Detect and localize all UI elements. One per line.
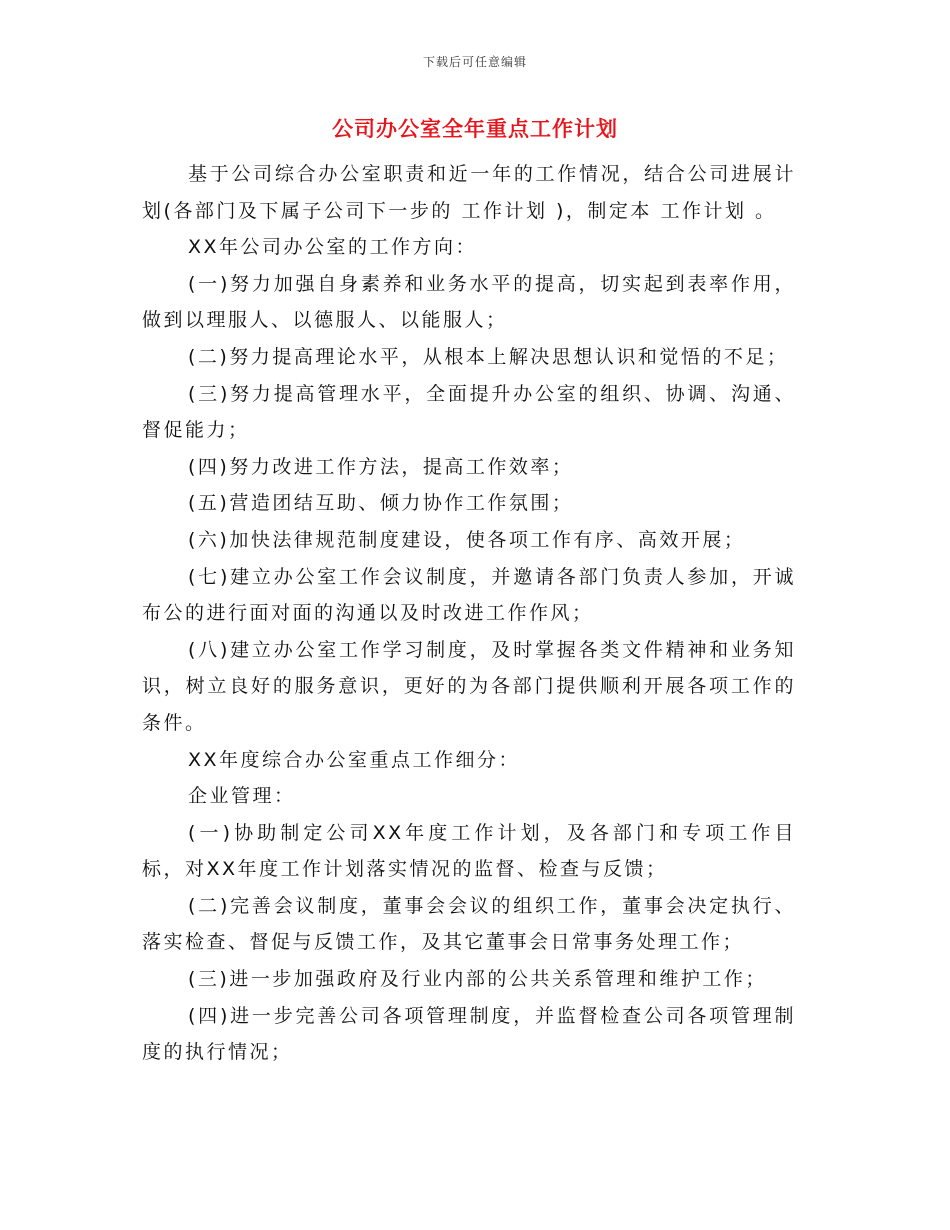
paragraph-item: (七)建立办公室工作会议制度，并邀请各部门负责人参加，开诚布公的进行面对面的沟通以及时改进工作作风； (142, 565, 796, 625)
paragraph-item: (四)进一步完善公司各项管理制度，并监督检查公司各项管理制度的执行情况； (142, 1004, 796, 1064)
paragraph-item: (六)加快法律规范制度建设，使各项工作有序、高效开展； (188, 528, 746, 551)
paragraph-subheading: 企业管理： (188, 785, 296, 808)
paragraph-item: (五)营造团结互助、倾力协作工作氛围； (188, 492, 574, 515)
paragraph-section-heading: XX年公司办公室的工作方向： (188, 236, 478, 259)
paragraph-item: (一)协助制定公司XX年度工作计划，及各部门和专项工作目标，对XX年度工作计划落实情况的监督、检查与反馈； (142, 821, 796, 881)
header-note: 下载后可任意编辑 (422, 55, 527, 69)
paragraph-item: (二)完善会议制度，董事会会议的组织工作，董事会决定执行、落实检查、督促与反馈工作，及其它董事会日常事务处理工作； (142, 894, 796, 954)
document-title: 公司办公室全年重点工作计划 (332, 117, 618, 141)
paragraph-item: (四)努力改进工作方法，提高工作效率； (188, 455, 574, 478)
paragraph-item: (三)努力提高管理水平，全面提升办公室的组织、协调、沟通、督促能力； (142, 382, 796, 442)
paragraph-section-heading: XX年度综合办公室重点工作细分： (188, 748, 521, 771)
paragraph-item: (三)进一步加强政府及行业内部的公共关系管理和维护工作； (188, 968, 767, 991)
paragraph-item: (二)努力提高理论水平，从根本上解决思想认识和觉悟的不足； (188, 345, 789, 368)
paragraph-item: (一)努力加强自身素养和业务水平的提高，切实起到表率作用，做到以理服人、以德服人、以能服人； (142, 272, 796, 332)
paragraph-intro: 基于公司综合办公室职责和近一年的工作情况，结合公司进展计划(各部门及下属子公司下一步的 工作计划 )，制定本 工作计划 。 (142, 163, 796, 222)
paragraph-item: (八)建立办公室工作学习制度，及时掌握各类文件精神和业务知识，树立良好的服务意识，更好的为各部门提供顺利开展各项工作的条件。 (142, 638, 796, 734)
document-body (142, 156, 796, 1071)
